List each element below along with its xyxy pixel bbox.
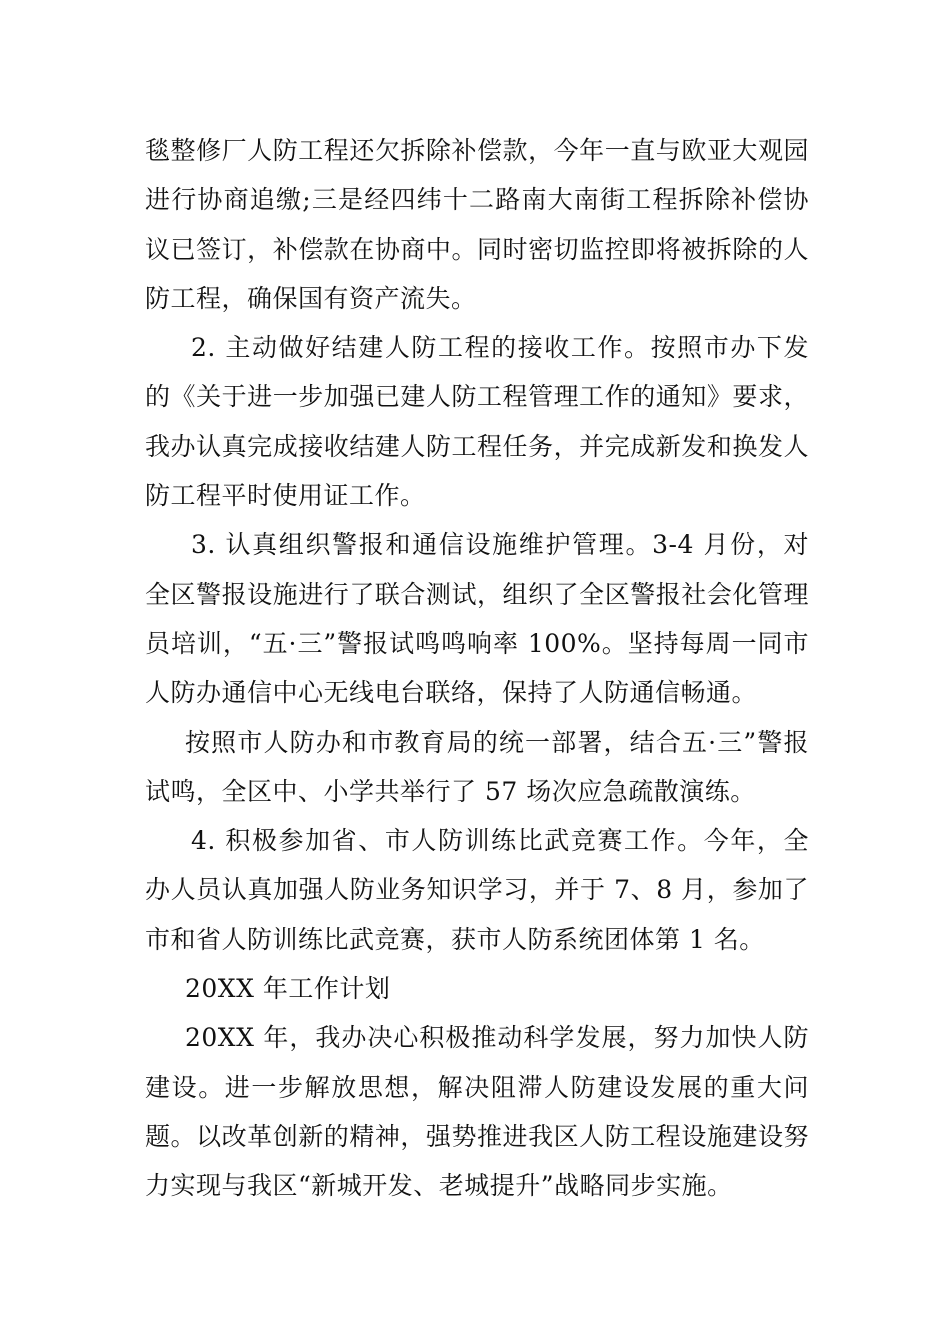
paragraph-item-4: 4. 积极参加省、市人防训练比武竞赛工作。今年，全办人员认真加强人防业务知识学习，并于 7、8 月，参加了市和省人防训练比武竞赛，获市人防系统团体第 1 名。 bbox=[145, 826, 809, 954]
paragraph-drill: 按照市人防办和市教育局的统一部署，结合五·三”警报试鸣，全区中、小学共举行了 57 场次应急疏散演练。 bbox=[145, 727, 809, 806]
paragraph-item-2: 2. 主动做好结建人防工程的接收工作。按照市办下发的《关于进一步加强已建人防工程管理工作的通知》要求，我办认真完成接收结建人防工程任务，并完成新发和换发人防工程平时使用证工作。 bbox=[145, 333, 809, 511]
section-heading-work-plan: 20XX 年工作计划 bbox=[185, 974, 391, 1004]
document-body bbox=[145, 126, 809, 1211]
paragraph-plan: 20XX 年，我办决心积极推动科学发展，努力加快人防建设。进一步解放思想，解决阻滞人防建设发展的重大问题。以改革创新的精神，强势推进我区人防工程设施建设努力实现与我区“新城开发、老城提升”战略同步实施。 bbox=[145, 1023, 809, 1201]
paragraph-item-3: 3. 认真组织警报和通信设施维护管理。3-4 月份，对全区警报设施进行了联合测试，组织了全区警报社会化管理员培训，“五·三”警报试鸣鸣响率 100%。坚持每周一同市人防办通信中心无线电台联络，保持了人防通信畅通。 bbox=[145, 530, 809, 708]
paragraph-compensation: 毯整修厂人防工程还欠拆除补偿款，今年一直与欧亚大观园进行协商追缴;三是经四纬十二路南大南街工程拆除补偿协议已签订，补偿款在协商中。同时密切监控即将被拆除的人防工程，确保国有资产流失。 bbox=[145, 136, 809, 313]
